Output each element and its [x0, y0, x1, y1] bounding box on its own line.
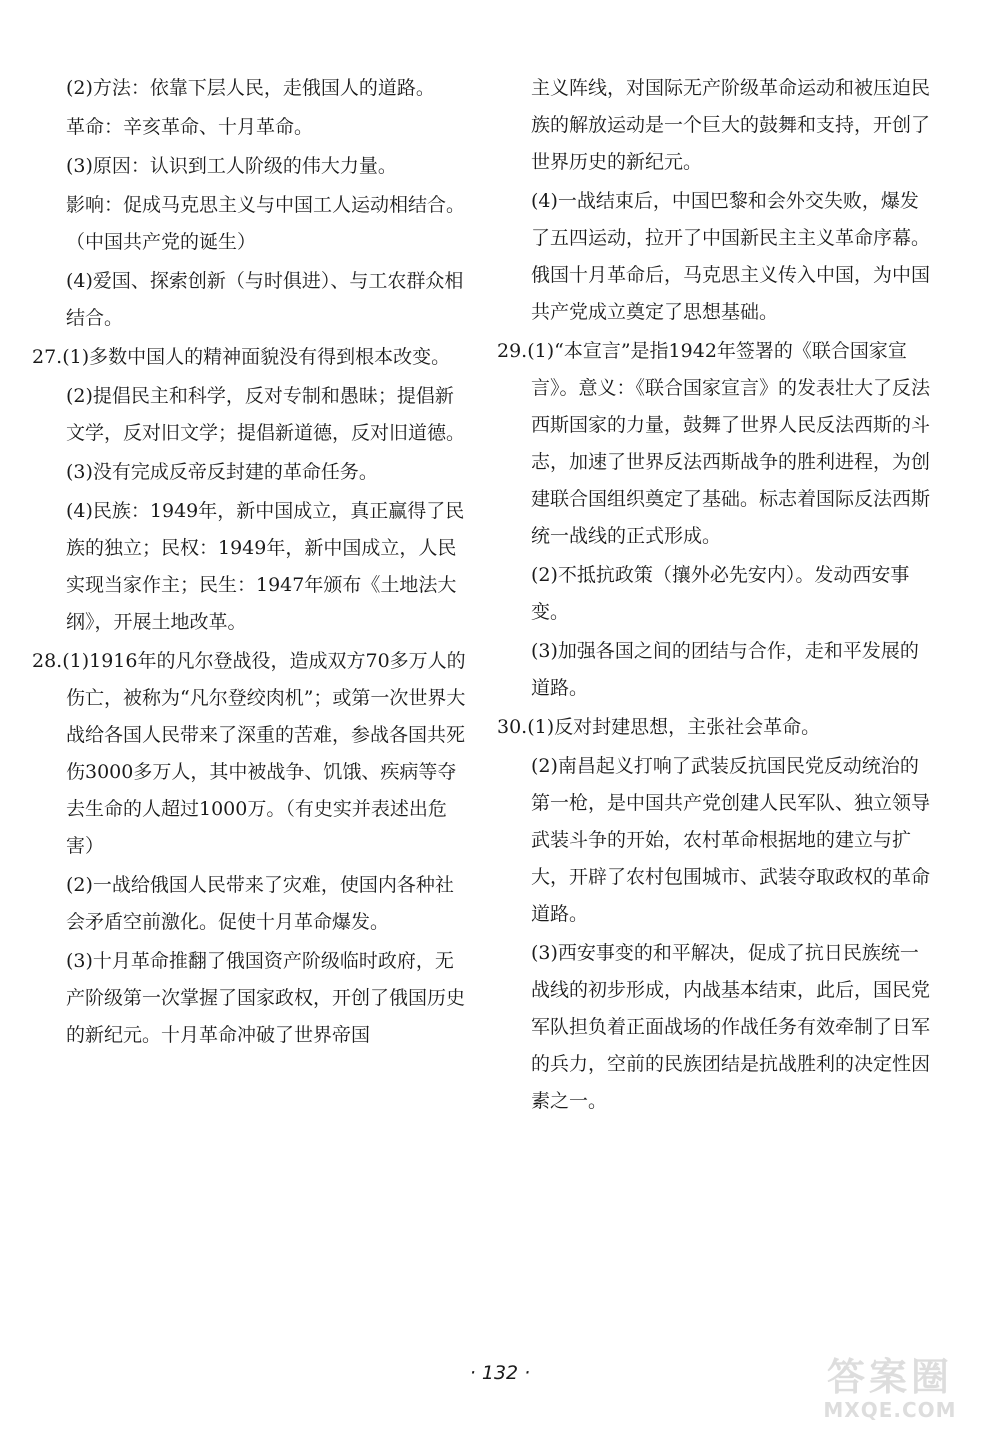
- answer-paragraph: (4)爱国、探索创新（与时俱进）、与工农群众相结合。: [66, 270, 464, 329]
- answer-paragraph: (3)西安事变的和平解决，促成了抗日民族统一战线的初步形成，内战基本结束，此后，国民党军队担负着正面战场的作战任务有效牵制了日军的兵力，空前的民族团结是抗战胜利的决定性因素之一。: [531, 942, 931, 1112]
- question-29-answer: 29.(1)“本宣言”是指1942年签署的《联合国家宣言》。意义：《联合国家宣言》的发表壮大了反法西斯国家的力量，鼓舞了世界人民反法西斯的斗志，加速了世界反法西斯战争的胜利进程，为创建联合国组织奠定了基础。标志着国际反法西斯统一战线的正式形成。: [497, 340, 931, 547]
- answer-paragraph: (2)不抵抗政策（攘外必先安内）。发动西安事变。: [531, 564, 910, 623]
- answer-paragraph: (2)方法：依靠下层人民，走俄国人的道路。: [66, 77, 435, 99]
- answer-paragraph: (2)提倡民主和科学，反对专制和愚昧；提倡新文学，反对旧文学；提倡新道德，反对旧道德。: [66, 385, 466, 444]
- answer-paragraph: (4)民族：1949年，新中国成立，真正赢得了民族的独立；民权：1949年，新中国成立，人民实现当家作主；民生：1947年颁布《土地法大纲》，开展土地改革。: [66, 500, 465, 633]
- answer-paragraph: (3)没有完成反帝反封建的革命任务。: [66, 461, 378, 483]
- answer-paragraph: (3)加强各国之间的团结与合作，走和平发展的道路。: [531, 640, 919, 699]
- question-28-answer: 28.(1)1916年的凡尔登战役，造成双方70多万人的伤亡，被称为“凡尔登绞肉机”；或第一次世界大战给各国人民带来了深重的苦难，参战各国共死伤3000多万人，其中被战争、饥饿、疾病等夺去生命的人超过1000万。（有史实并表述出危害）: [32, 650, 466, 857]
- left-column: [32, 70, 467, 1056]
- watermark-logo: [800, 1356, 980, 1426]
- watermark-url: MXQE.COM: [823, 1398, 957, 1422]
- answer-paragraph: (2)南昌起义打响了武装反抗国民党反动统治的第一枪，是中国共产党创建人民军队、独立领导武装斗争的开始，农村革命根据地的建立与扩大，开辟了农村包围城市、武装夺取政权的革命道路。: [531, 755, 931, 925]
- answer-paragraph: 主义阵线，对国际无产阶级革命运动和被压迫民族的解放运动是一个巨大的鼓舞和支持，开创了世界历史的新纪元。: [531, 77, 931, 173]
- answer-paragraph: 革命：辛亥革命、十月革命。: [66, 116, 314, 138]
- watermark-title: 答案圈: [826, 1355, 953, 1399]
- answer-paragraph: 影响：促成马克思主义与中国工人运动相结合。（中国共产党的诞生）: [66, 194, 466, 253]
- right-column: [497, 70, 932, 1122]
- question-27-answer: 27.(1)多数中国人的精神面貌没有得到根本改变。: [32, 346, 451, 368]
- question-30-answer: 30.(1)反对封建思想，主张社会革命。: [497, 716, 821, 738]
- answer-paragraph: (2)一战给俄国人民带来了灾难，使国内各种社会矛盾空前激化。促使十月革命爆发。: [66, 874, 454, 933]
- page-number: · 132 ·: [469, 1362, 531, 1384]
- answer-paragraph: (3)十月革命推翻了俄国资产阶级临时政府，无产阶级第一次掌握了国家政权，开创了俄国历史的新纪元。十月革命冲破了世界帝国: [66, 950, 466, 1046]
- answer-paragraph: (4)一战结束后，中国巴黎和会外交失败，爆发了五四运动，拉开了中国新民主主义革命序幕。俄国十月革命后，马克思主义传入中国，为中国共产党成立奠定了思想基础。: [531, 190, 931, 323]
- answer-paragraph: (3)原因：认识到工人阶级的伟大力量。: [66, 155, 397, 177]
